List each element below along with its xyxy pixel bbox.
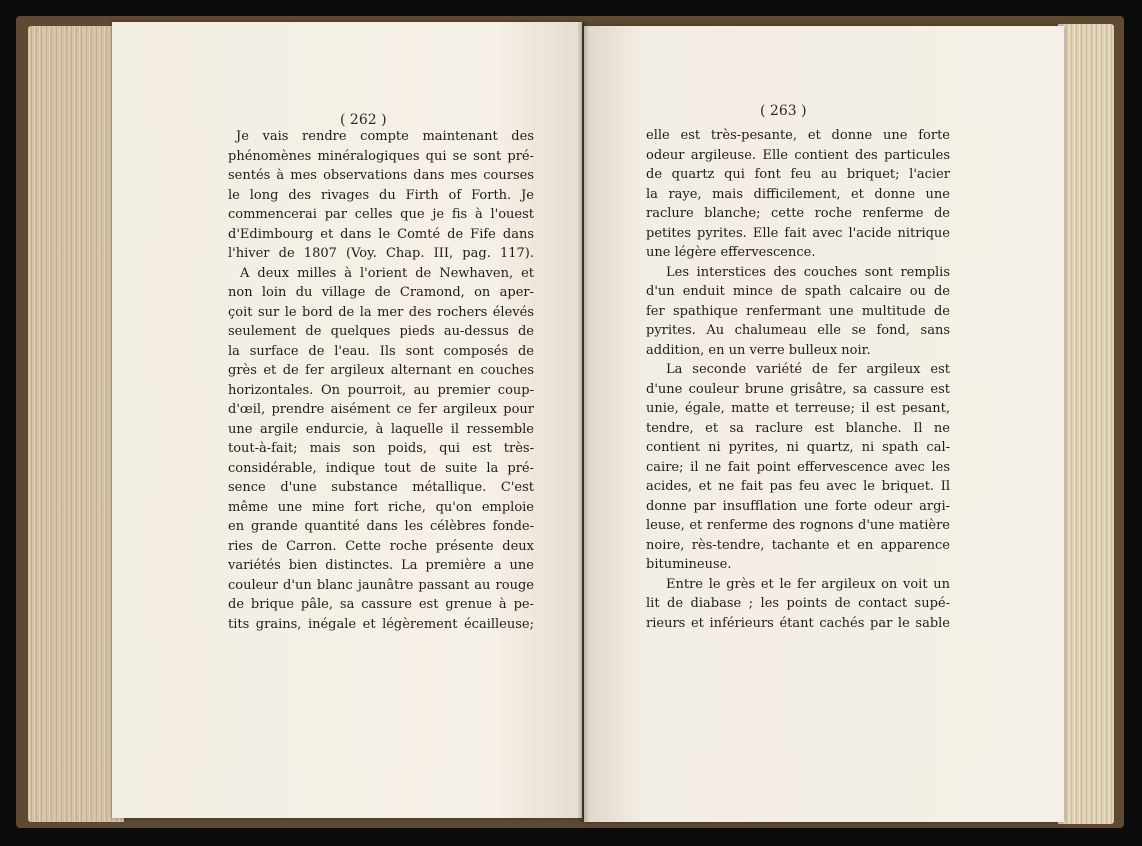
left-page-edges <box>28 26 124 822</box>
text-line: rieurs et inférieurs étant cachés par le sable <box>646 615 950 631</box>
text-line: même une mine fort riche, qu'on emploie <box>228 499 534 515</box>
text-line: considérable, indique tout de suite la pré- <box>228 460 534 476</box>
text-line: bitumineuse. <box>646 557 732 572</box>
text-line: l'hiver de 1807 (Voy. Chap. III, pag. 117). <box>228 246 534 261</box>
text-line: commencerai par celles que je fis à l'ouest <box>228 207 534 222</box>
text-line: raclure blanche; cette roche renferme de <box>646 206 950 221</box>
text-line: noire, rès-tendre, tachante et en apparence <box>646 537 950 553</box>
text-line: d'Edimbourg et dans le Comté de Fife dans <box>228 226 534 242</box>
text-line: Entre le grès et le fer argileux on voit un <box>666 576 950 592</box>
left-page-text <box>228 127 534 634</box>
text-line: le long des rivages du Firth of Forth. Je <box>228 187 534 203</box>
text-line: une argile endurcie, à laquelle il ressemble <box>228 421 534 437</box>
text-line: de quartz qui font feu au briquet; l'acier <box>646 167 950 182</box>
text-line: seulement de quelques pieds au-dessus de <box>228 324 534 339</box>
right-page-number: ( 263 ) <box>760 103 807 119</box>
text-line: La seconde variété de fer argileux est <box>666 362 950 377</box>
text-line: tendre, et sa raclure est blanche. Il ne <box>646 420 950 436</box>
text-line: de brique pâle, sa cassure est grenue à pe- <box>228 597 534 612</box>
text-line: non loin du village de Cramond, on aper- <box>228 285 534 300</box>
text-line: donne par insufflation une forte odeur argi- <box>646 498 950 514</box>
text-line: petites pyrites. Elle fait avec l'acide nitrique <box>646 225 950 241</box>
text-line: odeur argileuse. Elle contient des particules <box>646 147 950 163</box>
text-line: fer spathique renfermant une multitude de <box>646 303 950 319</box>
right-page-text <box>646 126 950 633</box>
text-line: la raye, mais difficilement, et donne une <box>646 186 950 202</box>
text-line: une légère effervescence. <box>646 245 816 260</box>
text-line: d'un enduit mince de spath calcaire ou de <box>646 284 950 299</box>
text-line: caire; il ne fait point effervescence avec les <box>646 459 950 475</box>
text-line: contient ni pyrites, ni quartz, ni spath cal- <box>646 440 950 455</box>
text-line: horizontales. On pourroit, au premier coup- <box>228 382 534 398</box>
text-line: d'œil, prendre aisément ce fer argileux pour <box>228 402 534 417</box>
text-line: A deux milles à l'orient de Newhaven, et <box>240 265 534 281</box>
book-gutter <box>578 22 588 822</box>
text-line: addition, en un verre bulleux noir. <box>646 342 871 358</box>
text-line: tout-à-fait; mais son poids, qui est très- <box>228 441 534 456</box>
text-line: la surface de l'eau. Ils sont composés de <box>228 343 534 359</box>
left-page-number: ( 262 ) <box>340 112 387 128</box>
text-line: phénomènes minéralogiques qui se sont pré- <box>228 148 534 164</box>
text-line: grès et de fer argileux alternant en couches <box>228 363 534 378</box>
text-line: leuse, et renferme des rognons d'une matière <box>646 518 950 533</box>
text-line: lit de diabase ; les points de contact supé- <box>646 596 950 611</box>
text-line: d'une couleur brune grisâtre, sa cassure est <box>646 381 950 397</box>
text-line: sentés à mes observations dans mes courses <box>228 168 534 183</box>
text-line: en grande quantité dans les célèbres fonde- <box>228 519 534 534</box>
text-line: tits grains, inégale et légèrement écailleuse; <box>228 616 534 632</box>
right-page-edges <box>1058 24 1114 824</box>
text-line: variétés bien distinctes. La première a une <box>228 558 534 573</box>
text-line: sence d'une substance métallique. C'est <box>228 480 534 495</box>
text-line: çoit sur le bord de la mer des rochers élevés <box>228 304 534 320</box>
text-line: unie, égale, matte et terreuse; il est pesant, <box>646 401 950 416</box>
text-line: ries de Carron. Cette roche présente deux <box>228 538 534 554</box>
text-line: Je vais rendre compte maintenant des <box>236 129 534 144</box>
text-line: acides, et ne fait pas feu avec le briquet. Il <box>646 479 950 494</box>
text-line: couleur d'un blanc jaunâtre passant au rouge <box>228 577 534 593</box>
text-line: Les interstices des couches sont remplis <box>666 264 950 280</box>
text-line: pyrites. Au chalumeau elle se fond, sans <box>646 323 950 338</box>
text-line: elle est très-pesante, et donne une forte <box>646 128 950 143</box>
